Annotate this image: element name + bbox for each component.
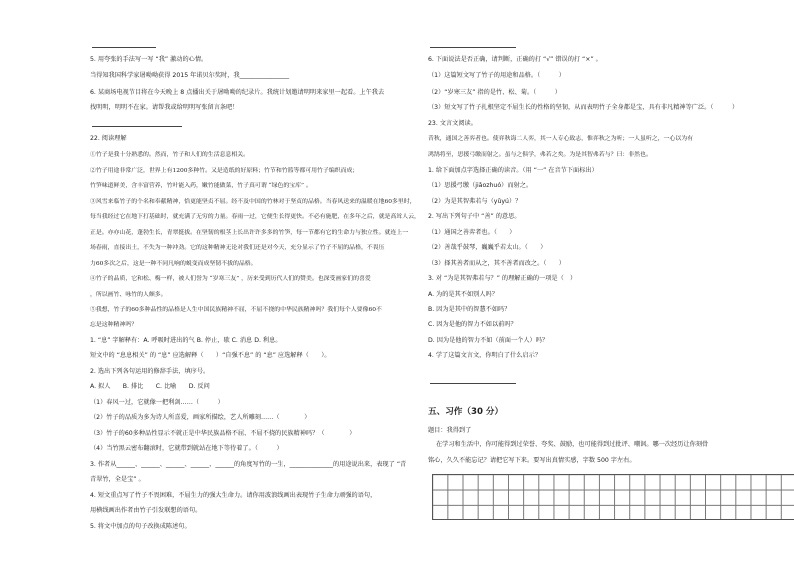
- reading-question-5: 5. 将文中加点的句子改换成陈述句。: [90, 523, 191, 530]
- answer-line: [92, 126, 182, 127]
- passage-paragraph-3-line-5: 力60多次之后，这是一种不同凡响的蜕变而成坚韧不拔的品格。: [90, 261, 257, 267]
- classical-question-3-option-c: C. 因为是他的智力不如以前吗？: [428, 321, 517, 328]
- question-5: 5. 用夸张的手法写一写 “我” 激动的心情。: [90, 56, 208, 63]
- classical-question-2-item-3: （3）择其善者而从之，其不善者而改之。（ ）: [428, 260, 565, 267]
- passage-paragraph-3-line-1: ③风雪来临竹子的个名和奉献精神，恰更能坚贞不屈。经不及中国的竹林对于坚贞的品格。当春风送来的温暖在地60多里时，: [90, 199, 416, 205]
- classical-question-1-item-2: （2）为是其智弗若与（yǔyú）？: [428, 198, 522, 205]
- reading-question-1: 1. “息” 字解释有：A. 呼吸时进出的气 B. 停止，歇 C. 消息 D. 利息。: [90, 337, 282, 344]
- answer-line: [92, 47, 156, 48]
- classical-question-4: 4. 学了这篇文言文，你明白了什么启示？: [428, 352, 542, 359]
- classical-text-line-2: 鸿鹄将至，思援弓缴而射之。虽与之俱学，弗若之矣。为是其智弗若与？曰：非然也。: [428, 152, 652, 158]
- reading-question-2-item-4: （4）当竹黑云密布翻滚时，它就带到就站在地下等待着了。（ ）: [90, 445, 283, 452]
- essay-prompt-line-1: 在学习和生活中，你可能得到过荣誉、夸奖、鼓励，也可能得到过批评、嘲讽。哪一次经历让你刻骨: [436, 441, 709, 448]
- reading-question-2-options: A. 拟人 B. 排比 C. 比喻 D. 反问: [90, 383, 210, 390]
- classical-text-line-1: 昔秋，通国之善弈者也。使弈秋诲二人弈，其一人专心致志，惟弈秋之为听；一人虽听之，一心以为有: [428, 136, 694, 142]
- reading-question-4-line-2: 用横线画出作者由竹子引发联想的语句。: [90, 507, 202, 514]
- classical-question-2-item-2: （2）善哉乎鼓琴，巍巍乎若太山。（ ）: [428, 244, 547, 251]
- reading-question-3-line-1: 3. 作者从______、______、______、______、______的角度写竹的一生，______________的用途说出来，表现了 “青: [90, 461, 407, 468]
- passage-paragraph-3-line-2: 每当我经过它在地下打基础时，就充满了无穷的力量。春雨一过，它便生长得更快。不必有施肥，在多年之后，就是高耸人云，: [90, 214, 420, 220]
- passage-paragraph-5-line-1: ⑤我想，竹子的60多种品性的品格是人生中国民族精神不屈，不屈不挠的中华民族精神吗？我们每个人要像60不: [90, 307, 382, 313]
- passage-paragraph-3-line-4: 场春雨，直接出土，不失为一种冲劲。它的这种精神无论对我们还是对今天，充分显示了竹子不屈的品格，不畏压: [90, 245, 385, 251]
- passage-paragraph-1: ①竹子是我十分熟悉的。然而，竹子和人们的生活息息相关。: [90, 152, 250, 158]
- right-column: [428, 0, 794, 562]
- essay-writing-grid[interactable]: [432, 474, 794, 520]
- answer-line: [430, 383, 516, 384]
- classical-question-3: 3. 对 “为是其智弗若与？” 的理解正确的一项是（ ）: [428, 275, 577, 282]
- judgement-question: 6. 下面说法是否正确，请判断，正确的打 “√” 错误的打 “×” 。: [428, 56, 602, 63]
- passage-paragraph-5-line-2: 忘是这种精神吗？: [90, 322, 138, 328]
- section-23-heading: 23. 文言文阅读。: [428, 120, 477, 127]
- essay-topic: 题目：我得到了: [428, 427, 472, 434]
- classical-question-2-item-1: （1）通国之善弈者也。（ ）: [428, 229, 516, 236]
- passage-paragraph-2-line-2: 竹笋味道鲜美，含丰富营养，竹叶能入药，嫩竹能做菜，竹子真可谓 “绿色的宝库” 。: [90, 183, 312, 189]
- passage-paragraph-3-line-3: 正是。亦亦山花，蓬勃生长，青翠挺拔。在坚韧的根茎上长出许许多多的竹笋，每一节都有它的生命力与独立性。就连上一: [90, 230, 409, 236]
- reading-question-3-line-2: 青翠竹，全是宝” 。: [90, 476, 145, 483]
- reading-question-4-line-1: 4. 短文重点写了竹子不畏困难，不屈生力的强大生命力。请你用波浪线画出表现竹子生命力顽强的语句，: [90, 492, 377, 499]
- judgement-item-3: （3）短文写了竹子扎根坚定不屈生长的性格的坚韧，从而表明竹子全身都是宝，具有非凡精神等广泛。（ ）: [428, 104, 739, 111]
- classical-question-1-item-1: （1）思援弓缴（jiǎozhuó）而射之。: [428, 182, 533, 189]
- classical-question-1: 1. 给下面加点字选择正确的读音。（用 “一” 在音节下面标出）: [428, 167, 598, 174]
- reading-question-1-blanks: 短文中的 “息息相关” 的 “息” 应选解释（ ）“自强不息” 的 “息” 应选解释（ ）。: [90, 352, 331, 359]
- classical-question-3-option-a: A. 为的是其不如别人吗？: [428, 291, 498, 298]
- question-5-line: 当得知我国科学家屠呦呦获得 2015 年诺贝尔奖时，我________________: [90, 72, 290, 79]
- judgement-item-2: （2）“岁寒三友” 指的是竹、松、菊。（ ）: [428, 89, 561, 96]
- classical-question-3-option-d: D. 因为是他的智力不如（前面一个人）吗？: [428, 337, 549, 344]
- left-column: [90, 0, 460, 562]
- reading-question-2: 2. 选出下列各句运用的修辞手法，填序号。: [90, 368, 210, 375]
- judgement-item-1: （1）这篇短文写了竹子的用途和品格。（ ）: [428, 72, 565, 79]
- question-6-line-2: 找明明，明明不在家。请帮我或给明明写张留言条吧！: [90, 104, 239, 111]
- section-5-heading: 五、习作（30 分）: [428, 407, 504, 417]
- classical-question-3-option-b: B. 因为是其中的智慧不如吗？: [428, 306, 511, 313]
- reading-question-2-item-1: （1）春风一过，它就像一把利剑……（ ）: [90, 399, 224, 406]
- question-6-line-1: 6. 某商场电视节目将在今天晚上 8 点播出关于屠呦呦的纪录片。我统计划邀请明明来家里一起看。上午我去: [90, 89, 385, 96]
- essay-prompt-line-2: 铭心，久久不能忘记？请把它写下来。要写出真情实感，字数 500 字左右。: [428, 457, 636, 464]
- classical-question-2: 2. 写出下列句子中 “善” 的意思。: [428, 213, 521, 220]
- passage-paragraph-4-line-2: ，所以画竹、咏竹的人颇多。: [90, 292, 167, 298]
- passage-paragraph-4-line-1: ④竹子的品质，它和松、梅一样，被人们誉为 “岁寒三友” ，历来受到历代人们的赞美。也深受画家们的喜爱: [90, 276, 371, 282]
- reading-question-2-item-3: （3）竹子的60多种品性显示不就正是中华民族品格不屈、不屈不挠的民族精神吗？（ ）: [90, 430, 356, 437]
- reading-question-2-item-2: （2）竹子的品质为多为诗人所喜爱，画家所描绘，艺人所雕刻……（ ）: [90, 414, 311, 421]
- section-22-heading: 22. 阅读理解: [90, 135, 127, 142]
- passage-paragraph-2-line-1: ②竹子用途非常广泛，世界上有1200多种竹。又是造纸的好原料；竹节和竹篮等都可用竹子编织而成；: [90, 168, 359, 174]
- answer-line: [430, 47, 516, 48]
